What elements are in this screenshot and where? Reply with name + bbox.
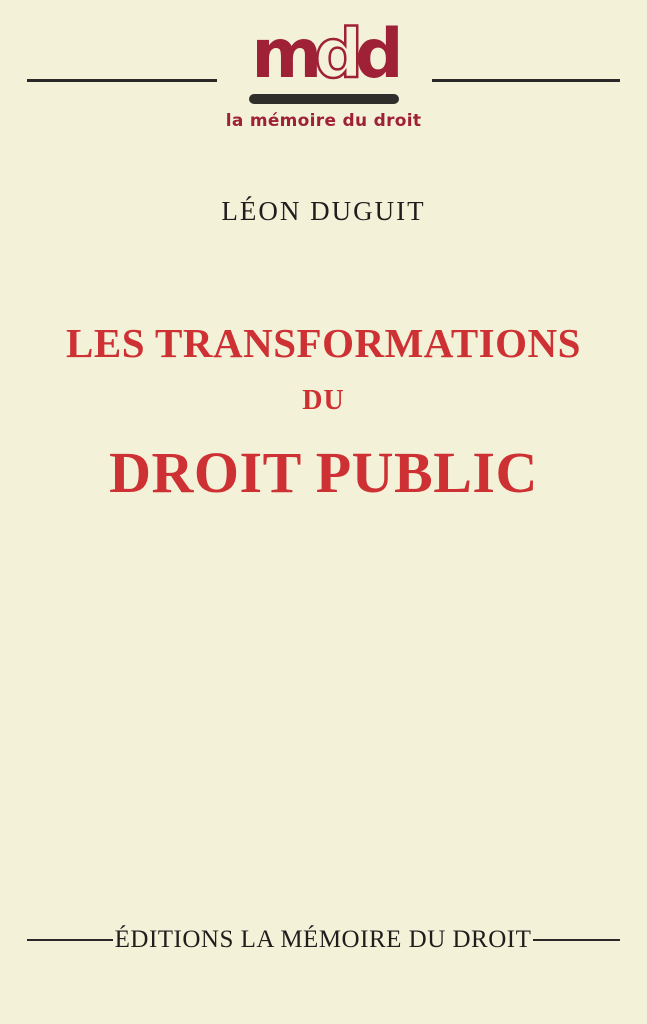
- title-line-3: DROIT PUBLIC: [109, 440, 538, 505]
- author-name: LÉON DUGUIT: [221, 196, 426, 226]
- publisher-name: ÉDITIONS LA MÉMOIRE DU DROIT: [114, 926, 532, 953]
- footer-rule-right: [533, 939, 620, 941]
- logo-letter-d-solid: d: [354, 15, 396, 94]
- logo-tagline: la mémoire du droit: [225, 111, 422, 131]
- logo-letter-d-outline: d: [314, 15, 355, 94]
- footer-rule-left: [27, 939, 113, 941]
- logo-letter-m: m: [251, 15, 315, 94]
- logo-underline-bar: [249, 94, 399, 104]
- title-line-1: LES TRANSFORMATIONS: [66, 320, 581, 366]
- book-title: [0, 320, 647, 504]
- footer: [27, 925, 620, 955]
- logo-wordmark: [0, 15, 647, 94]
- title-line-2: DU: [302, 385, 345, 416]
- publisher-logo: [0, 15, 647, 131]
